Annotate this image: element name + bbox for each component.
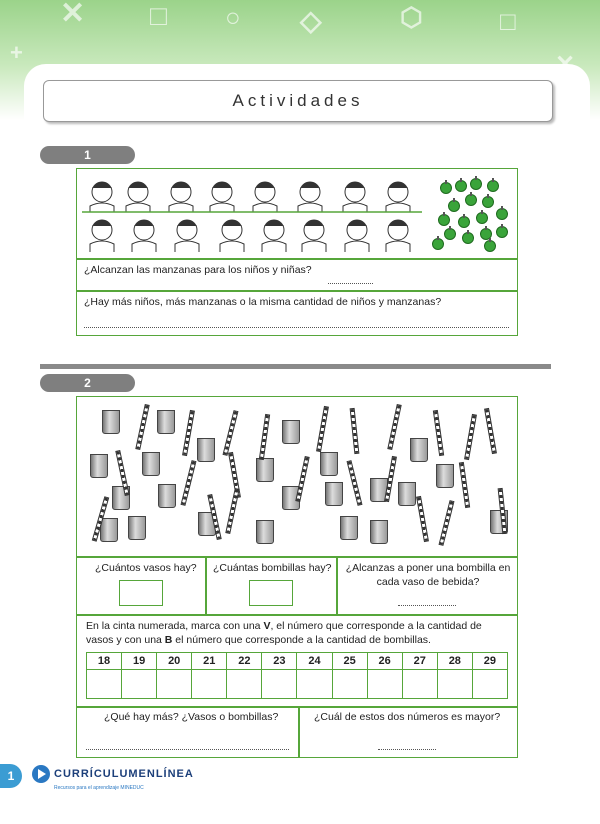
number-line-tape <box>86 652 508 699</box>
mark-cell[interactable] <box>157 670 192 699</box>
question-straw-per-glass: ¿Alcanzas a poner una bombilla en cada vaso de bebida? <box>345 562 511 588</box>
answer-line[interactable] <box>398 605 456 606</box>
decorative-shape: □ <box>150 0 167 31</box>
number-cell: 21 <box>192 653 227 670</box>
page-number: 1 <box>0 764 22 788</box>
mark-v-label: V <box>263 620 271 632</box>
number-cell: 22 <box>227 653 262 670</box>
mark-b-label: B <box>164 634 173 646</box>
glass-icon <box>128 516 146 540</box>
apple-icon <box>458 216 470 228</box>
glass-icon <box>410 438 428 462</box>
number-cell: 25 <box>332 653 367 670</box>
mark-cell[interactable] <box>367 670 402 699</box>
glass-icon <box>157 410 175 434</box>
instruction-text: En la cinta numerada, marca con una <box>86 620 264 632</box>
children-illustration <box>82 172 422 254</box>
question-more-glasses-or-straws: ¿Qué hay más? ¿Vasos o bombillas? <box>104 711 279 723</box>
number-line-instructions <box>86 619 511 647</box>
play-arrow-icon <box>32 765 50 783</box>
apple-icon <box>455 180 467 192</box>
decorative-number: ✕ <box>60 0 86 30</box>
apple-icon <box>496 208 508 220</box>
glass-icon <box>100 518 118 542</box>
number-cell: 29 <box>472 653 507 670</box>
decorative-shape: ○ <box>225 2 241 32</box>
question-how-many-straws: ¿Cuántas bombillas hay? <box>213 562 332 574</box>
apple-icon <box>462 232 474 244</box>
logo-tagline: Recursos para el aprendizaje MINEDUC <box>54 785 144 791</box>
decorative-shape: ◇ <box>300 5 322 36</box>
mark-cell[interactable] <box>472 670 507 699</box>
number-cell: 27 <box>402 653 437 670</box>
decorative-shape: ⬡ <box>400 2 423 32</box>
number-cell: 20 <box>157 653 192 670</box>
straws-count-box[interactable] <box>249 580 293 606</box>
apple-icon <box>438 214 450 226</box>
activity-1-badge: 1 <box>40 146 135 164</box>
decorative-shape: + <box>10 40 23 65</box>
number-cell: 24 <box>297 653 332 670</box>
glass-icon <box>197 438 215 462</box>
answer-line[interactable] <box>84 327 509 328</box>
number-cell: 26 <box>367 653 402 670</box>
mark-cell[interactable] <box>402 670 437 699</box>
glasses-count-box[interactable] <box>119 580 163 606</box>
apple-icon <box>444 228 456 240</box>
mark-cell[interactable] <box>332 670 367 699</box>
instruction-text: el número que corresponde a la cantidad de bombillas. <box>172 634 431 646</box>
answer-line[interactable] <box>328 283 373 284</box>
answer-line[interactable] <box>378 749 436 750</box>
question-bigger-number: ¿Cuál de estos dos números es mayor? <box>314 711 501 723</box>
divider-line <box>76 614 518 616</box>
glass-icon <box>256 458 274 482</box>
apple-icon <box>484 240 496 252</box>
number-cell: 23 <box>262 653 297 670</box>
mark-cell[interactable] <box>437 670 472 699</box>
question-more-kids-or-apples: ¿Hay más niños, más manzanas o la misma cantidad de niños y manzanas? <box>84 296 442 308</box>
divider-line <box>298 706 300 758</box>
number-cell: 19 <box>122 653 157 670</box>
logo-text: CURRÍCULUMENLÍNEA <box>54 768 194 780</box>
divider-line <box>205 556 207 614</box>
glass-icon <box>102 410 120 434</box>
glass-icon <box>340 516 358 540</box>
divider-line <box>76 258 518 260</box>
glass-icon <box>436 464 454 488</box>
apple-icon <box>440 182 452 194</box>
apple-icon <box>465 194 477 206</box>
glass-icon <box>370 520 388 544</box>
mark-cell[interactable] <box>122 670 157 699</box>
divider-line <box>336 556 338 614</box>
apple-icon <box>496 226 508 238</box>
apple-icon <box>482 196 494 208</box>
glass-icon <box>142 452 160 476</box>
mark-cell[interactable] <box>262 670 297 699</box>
instruction-text: , el número que corresponde a la cantidad de vasos y con una <box>86 620 482 646</box>
mark-cell[interactable] <box>87 670 122 699</box>
activity-2-badge: 2 <box>40 374 135 392</box>
divider-line <box>76 290 518 292</box>
curriculum-logo[interactable] <box>32 765 194 783</box>
apple-icon <box>432 238 444 250</box>
glass-icon <box>158 484 176 508</box>
glass-icon <box>256 520 274 544</box>
mark-cell[interactable] <box>227 670 262 699</box>
decorative-shape: □ <box>500 6 516 36</box>
divider-line <box>76 556 518 558</box>
question-enough-apples: ¿Alcanzan las manzanas para los niños y niñas? <box>84 264 312 276</box>
section-divider <box>40 364 551 369</box>
number-cell: 28 <box>437 653 472 670</box>
question-how-many-glasses: ¿Cuántos vasos hay? <box>95 562 197 574</box>
page-title: Actividades <box>43 80 553 122</box>
apple-icon <box>448 200 460 212</box>
mark-cell[interactable] <box>297 670 332 699</box>
glass-icon <box>320 452 338 476</box>
divider-line <box>76 706 518 708</box>
apple-icon <box>487 180 499 192</box>
answer-line[interactable] <box>86 749 289 750</box>
apple-icon <box>476 212 488 224</box>
glass-icon <box>282 420 300 444</box>
apple-icon <box>470 178 482 190</box>
glass-icon <box>90 454 108 478</box>
mark-cell[interactable] <box>192 670 227 699</box>
glass-icon <box>398 482 416 506</box>
number-cell: 18 <box>87 653 122 670</box>
glass-icon <box>325 482 343 506</box>
